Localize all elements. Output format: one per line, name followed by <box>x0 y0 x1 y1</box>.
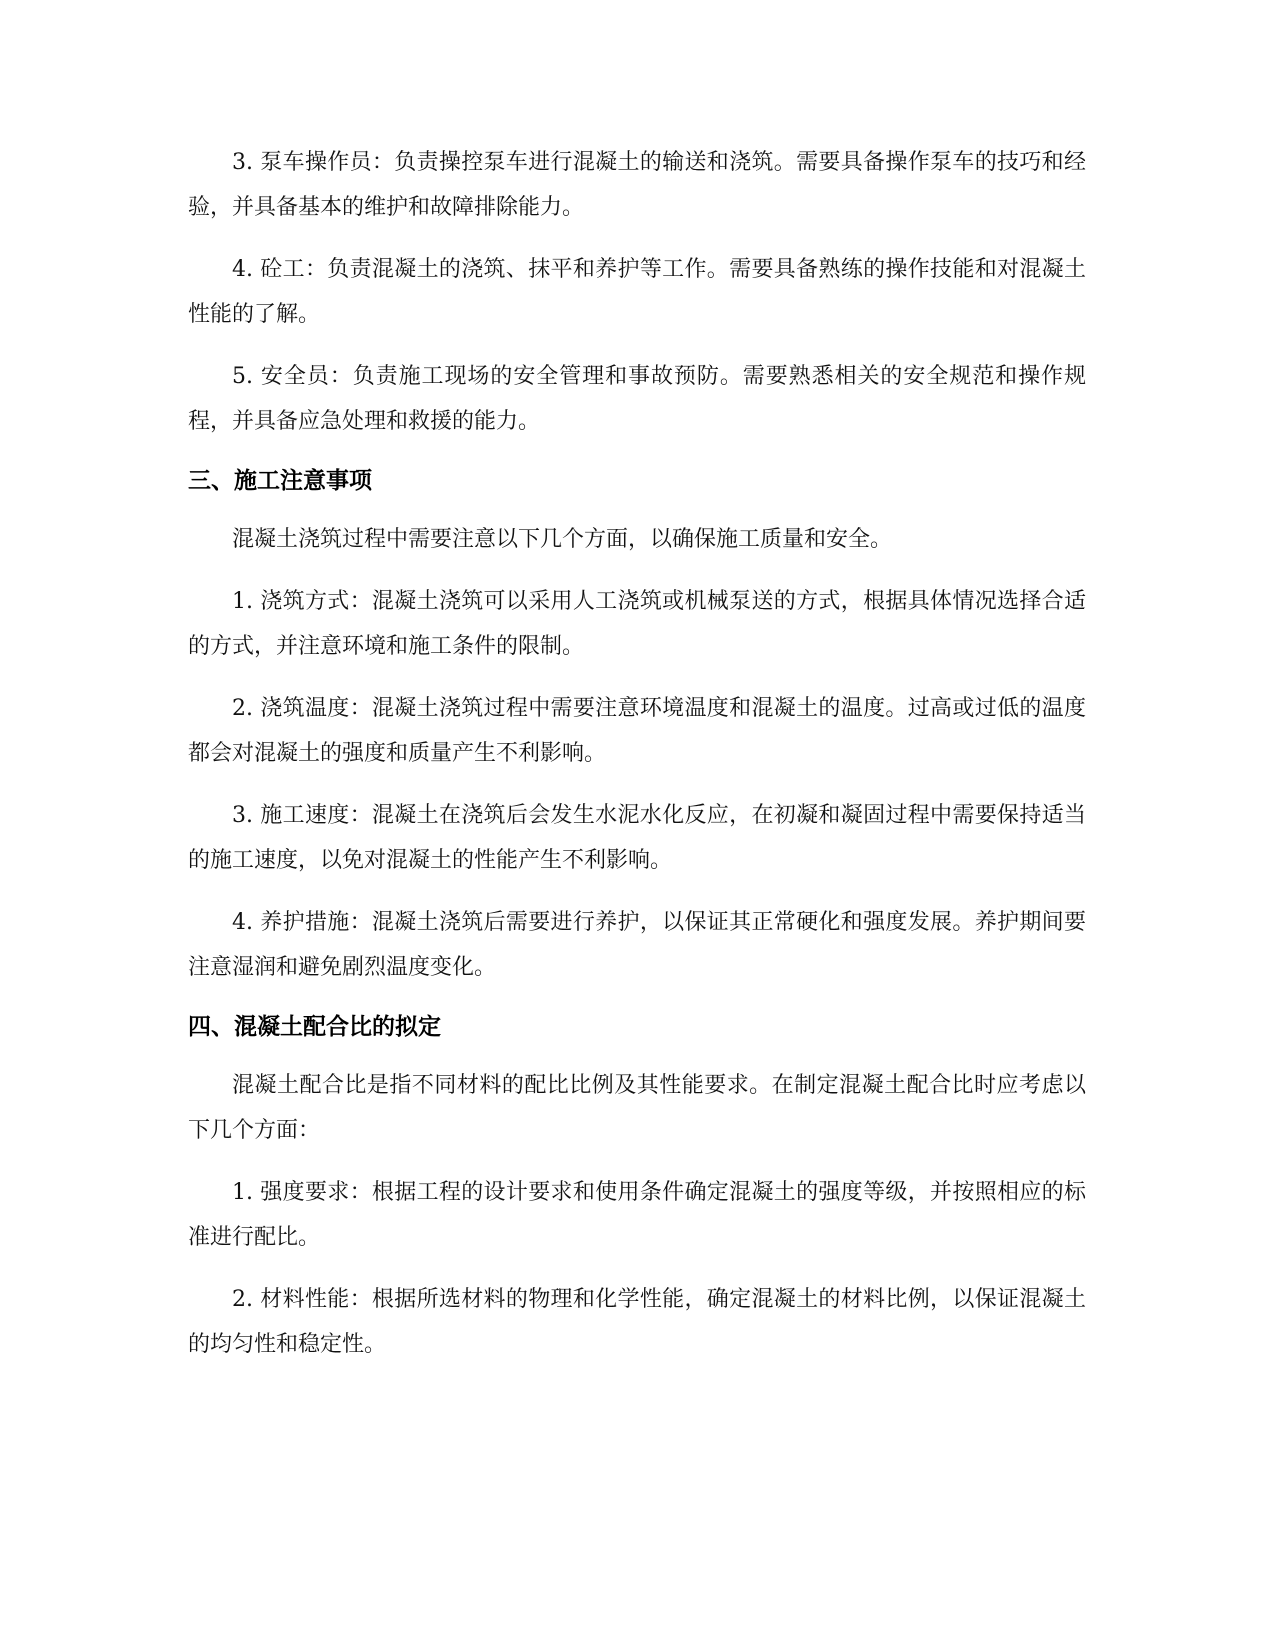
paragraph-curing-measures: 4. 养护措施：混凝土浇筑后需要进行养护，以保证其正常硬化和强度发展。养护期间要注意湿润和避免剧烈温度变化。 <box>188 910 1086 980</box>
paragraph-mix-intro: 混凝土配合比是指不同材料的配比比例及其性能要求。在制定混凝土配合比时应考虑以下几个方面： <box>188 1073 1086 1143</box>
paragraph-strength-requirement: 1. 强度要求：根据工程的设计要求和使用条件确定混凝土的强度等级，并按照相应的标准进行配比。 <box>188 1180 1086 1250</box>
paragraph-concrete-worker: 4. 砼工：负责混凝土的浇筑、抹平和养护等工作。需要具备熟练的操作技能和对混凝土性能的了解。 <box>188 257 1086 327</box>
paragraph-pouring-temperature: 2. 浇筑温度：混凝土浇筑过程中需要注意环境温度和混凝土的温度。过高或过低的温度都会对混凝土的强度和质量产生不利影响。 <box>188 696 1086 766</box>
paragraph-pump-operator: 3. 泵车操作员：负责操控泵车进行混凝土的输送和浇筑。需要具备操作泵车的技巧和经验，并具备基本的维护和故障排除能力。 <box>188 150 1086 220</box>
document-body <box>188 140 1086 1384</box>
paragraph-pouring-method: 1. 浇筑方式：混凝土浇筑可以采用人工浇筑或机械泵送的方式，根据具体情况选择合适的方式，并注意环境和施工条件的限制。 <box>188 589 1086 659</box>
paragraph-construction-speed: 3. 施工速度：混凝土在浇筑后会发生水泥水化反应，在初凝和凝固过程中需要保持适当的施工速度，以免对混凝土的性能产生不利影响。 <box>188 803 1086 873</box>
paragraph-safety-officer: 5. 安全员：负责施工现场的安全管理和事故预防。需要熟悉相关的安全规范和操作规程，并具备应急处理和救援的能力。 <box>188 364 1086 434</box>
paragraph-material-properties: 2. 材料性能：根据所选材料的物理和化学性能，确定混凝土的材料比例，以保证混凝土的均匀性和稳定性。 <box>188 1287 1086 1357</box>
section-heading-mix-proportion: 四、混凝土配合比的拟定 <box>188 1014 441 1040</box>
section-heading-construction-notes: 三、施工注意事项 <box>188 468 372 494</box>
paragraph-notes-intro: 混凝土浇筑过程中需要注意以下几个方面，以确保施工质量和安全。 <box>232 527 893 552</box>
